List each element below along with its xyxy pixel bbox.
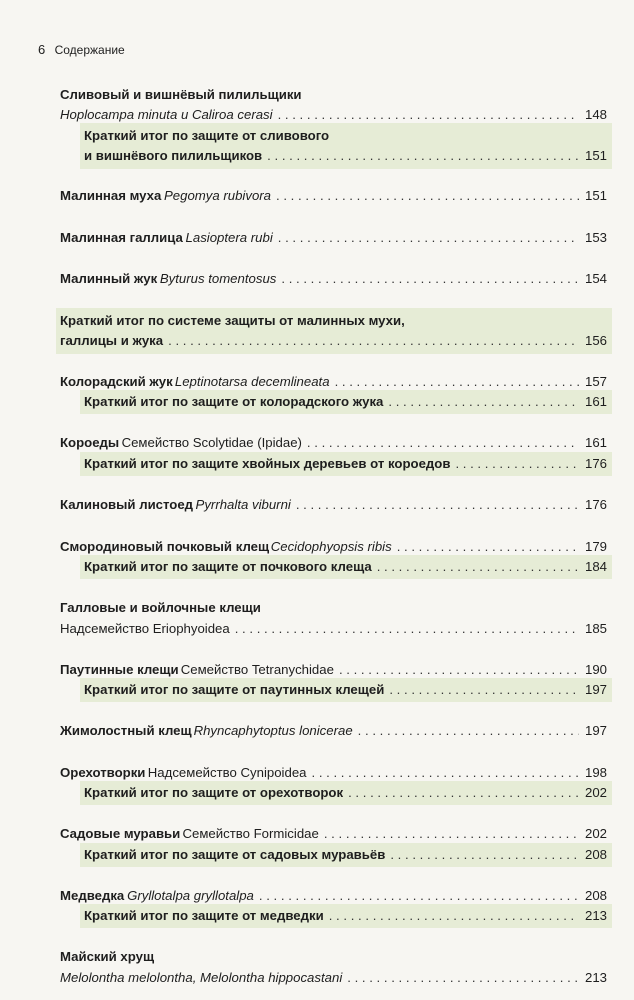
dot-leader (397, 536, 579, 558)
toc-page-number: 153 (584, 230, 607, 245)
toc-entry-title: Смородиновый почковый клещ (60, 539, 270, 554)
toc-page-number: 151 (584, 188, 607, 203)
dot-leader (296, 494, 579, 516)
toc-page-number: 156 (584, 333, 607, 348)
dot-leader (377, 556, 579, 578)
toc-entry-title: Малинная галлица (60, 230, 183, 245)
toc-entry[interactable] (60, 432, 607, 454)
toc-entry[interactable] (60, 967, 607, 989)
toc-entry[interactable] (60, 618, 607, 640)
toc-entry-subtitle: Cecidophyopsis ribis (270, 539, 392, 554)
toc-entry-title: Краткий итог по защите от колорадского жука (84, 394, 384, 409)
toc-page-number: 202 (584, 785, 607, 800)
toc-page-number: 197 (584, 682, 607, 697)
toc-page-number: 161 (584, 394, 607, 409)
toc-page-number: 197 (584, 723, 607, 738)
dot-leader (312, 762, 579, 784)
toc-entry-title: Melolontha melolontha, Melolontha hippocastani (60, 970, 343, 985)
toc-entry[interactable] (84, 453, 607, 475)
toc-page-number: 208 (584, 847, 607, 862)
toc-entry[interactable] (84, 145, 607, 167)
dot-leader (307, 432, 579, 454)
toc-entry[interactable] (60, 330, 607, 352)
toc-entry-title: и вишнёвого пилильщиков (84, 148, 263, 163)
toc-entry-title: Краткий итог по системе защиты от малинных мухи, (60, 313, 405, 328)
dot-leader (235, 618, 579, 640)
toc-entry[interactable] (60, 227, 607, 249)
toc-entry[interactable] (84, 844, 607, 866)
dot-leader (389, 679, 579, 701)
toc-entry[interactable] (60, 720, 607, 742)
dot-leader (358, 720, 579, 742)
toc-entry-title: Орехотворки (60, 765, 146, 780)
dot-leader (259, 885, 579, 907)
toc-entry-title: Майский хрущ (60, 949, 155, 964)
toc-entry[interactable] (60, 946, 607, 968)
toc-page-number: 179 (584, 539, 607, 554)
toc-entry-subtitle: Семейство Scolytidae (Ipidae) (121, 435, 302, 450)
toc-entry[interactable] (60, 310, 607, 332)
toc-page-number: 185 (584, 621, 607, 636)
toc-entry-title: Краткий итог по защите хвойных деревьев от короедов (84, 456, 451, 471)
toc-entry[interactable] (60, 104, 607, 126)
toc-entry-subtitle: Pyrrhalta viburni (195, 497, 291, 512)
dot-leader (348, 782, 579, 804)
toc-entry[interactable] (60, 659, 607, 681)
toc-entry[interactable] (60, 494, 607, 516)
toc-page-number: 190 (584, 662, 607, 677)
toc-entry-title: Сливовый и вишнёвый пилильщики (60, 87, 302, 102)
toc-entry-subtitle: Pegomya rubivora (164, 188, 272, 203)
dot-leader (276, 185, 579, 207)
toc-entry-title: Галловые и войлочные клещи (60, 600, 261, 615)
toc-entry-title: Короеды (60, 435, 120, 450)
dot-leader (267, 145, 579, 167)
toc-entry[interactable] (84, 905, 607, 927)
page-title: Содержание (54, 43, 125, 57)
toc-entry[interactable] (60, 885, 607, 907)
toc-entry-title: Калиновый листоед (60, 497, 194, 512)
toc-entry-subtitle: Gryllotalpa gryllotalpa (127, 888, 254, 903)
dot-leader (347, 967, 579, 989)
toc-entry[interactable] (84, 556, 607, 578)
toc-entry-title: Надсемейство Eriophyoidea (60, 621, 230, 636)
toc-page-number: 198 (584, 765, 607, 780)
toc-entry-subtitle: Семейство Formicidae (182, 826, 319, 841)
toc-page-number: 184 (584, 559, 607, 574)
toc-entry-subtitle: Rhyncaphytoptus lonicerae (193, 723, 353, 738)
dot-leader (335, 371, 579, 393)
dot-leader (168, 330, 579, 352)
toc-entry-title: Краткий итог по защите от медведки (84, 908, 324, 923)
toc-entry-subtitle: Leptinotarsa decemlineata (174, 374, 330, 389)
toc-entry[interactable] (60, 597, 607, 619)
dot-leader (388, 391, 579, 413)
toc-entry[interactable] (84, 679, 607, 701)
toc-entry-title: Медведка (60, 888, 125, 903)
toc-entry[interactable] (60, 536, 607, 558)
toc-entry-title: Малинная муха (60, 188, 162, 203)
toc-entry-title: галлицы и жука (60, 333, 164, 348)
toc-entry-title: Малинный жук (60, 271, 158, 286)
toc-entry-title: Краткий итог по защите от орехотворок (84, 785, 344, 800)
toc-page-number: 161 (584, 435, 607, 450)
toc-entry-title: Краткий итог по защите от паутинных клещей (84, 682, 385, 697)
toc-entry[interactable] (84, 391, 607, 413)
toc-entry[interactable] (60, 823, 607, 845)
dot-leader (281, 268, 579, 290)
toc-entry-subtitle: Lasioptera rubi (185, 230, 273, 245)
toc-page-number: 213 (584, 908, 607, 923)
toc-entry[interactable] (60, 762, 607, 784)
toc-entry[interactable] (60, 84, 607, 106)
toc-page-number: 148 (584, 107, 607, 122)
dot-leader (390, 844, 579, 866)
toc-entry-title: Краткий итог по защите от сливового (84, 128, 330, 143)
toc-entry-subtitle: Byturus tomentosus (159, 271, 277, 286)
page-number: 6 (38, 42, 46, 57)
toc-page-number: 213 (584, 970, 607, 985)
dot-leader (455, 453, 579, 475)
toc-entry-title: Жимолостный клещ (60, 723, 192, 738)
toc-page-number: 176 (584, 456, 607, 471)
toc-entry[interactable] (60, 185, 607, 207)
toc-entry-title: Краткий итог по защите от почкового клеща (84, 559, 372, 574)
toc-entry[interactable] (60, 371, 607, 393)
dot-leader (329, 905, 579, 927)
toc-entry-title: Паутинные клещи (60, 662, 179, 677)
toc-page-number: 176 (584, 497, 607, 512)
toc-entry[interactable] (60, 268, 607, 290)
dot-leader (278, 227, 579, 249)
dot-leader (339, 659, 579, 681)
toc-page-number: 151 (584, 148, 607, 163)
toc-entry-title: Hoplocampa minuta и Caliroa cerasi (60, 107, 273, 122)
toc-page-number: 208 (584, 888, 607, 903)
toc-page-number: 202 (584, 826, 607, 841)
toc-entry-title: Садовые муравьи (60, 826, 181, 841)
toc-entry[interactable] (84, 782, 607, 804)
page-header (38, 42, 125, 57)
toc-page-number: 154 (584, 271, 607, 286)
toc-entry-title: Краткий итог по защите от садовых муравьёв (84, 847, 386, 862)
dot-leader (324, 823, 579, 845)
toc-page-number: 157 (584, 374, 607, 389)
toc-entry-subtitle: Семейство Tetranychidae (180, 662, 334, 677)
toc-entry-subtitle: Надсемейство Cynipoidea (147, 765, 307, 780)
toc-entry[interactable] (84, 125, 607, 147)
dot-leader (278, 104, 579, 126)
toc-entry-title: Колорадский жук (60, 374, 173, 389)
